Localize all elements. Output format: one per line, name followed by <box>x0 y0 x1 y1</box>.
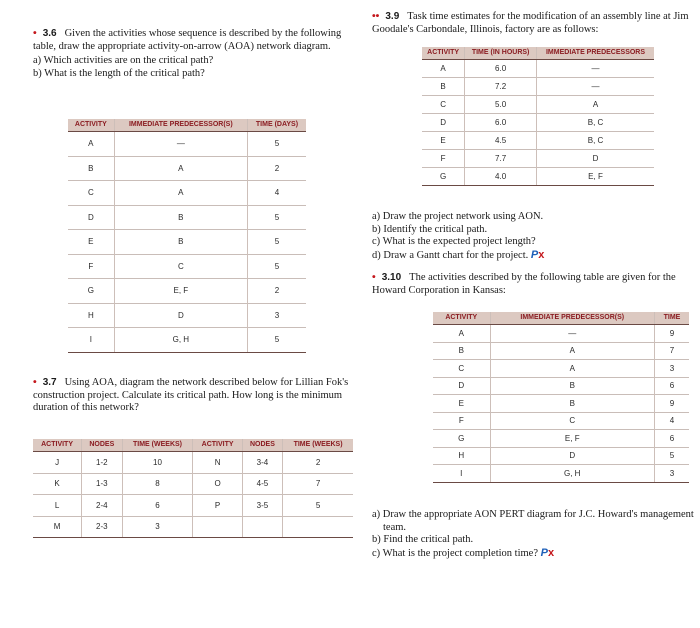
table-cell: 5 <box>247 254 306 279</box>
table-cell: 8 <box>122 473 193 495</box>
question-b: b) Find the critical path. <box>372 534 474 545</box>
column-header: TIME (IN HOURS) <box>465 47 537 60</box>
px-icon[interactable]: P x <box>531 249 544 261</box>
table-cell: E <box>433 395 490 413</box>
table-header-row <box>68 119 306 132</box>
question-list <box>372 211 694 262</box>
table-cell: A <box>422 60 465 78</box>
table-cell: E, F <box>114 279 247 304</box>
table-row <box>422 150 654 168</box>
table-row <box>33 473 353 495</box>
table-cell: C <box>114 254 247 279</box>
table-cell: — <box>114 132 247 157</box>
table-cell: G <box>68 279 114 304</box>
bullet-icon: • <box>33 376 37 388</box>
table-cell: 2-3 <box>82 516 122 538</box>
table-cell: 6 <box>654 430 689 448</box>
question-c <box>372 547 694 561</box>
table-row <box>433 395 689 413</box>
table-cell: A <box>114 156 247 181</box>
table-row <box>68 132 306 157</box>
table-row <box>68 181 306 206</box>
table-cell: D <box>537 150 654 168</box>
table-cell: B <box>490 395 654 413</box>
table-row <box>33 516 353 538</box>
table-cell: 6.0 <box>465 60 537 78</box>
table-cell: 7.7 <box>465 150 537 168</box>
table-row <box>68 303 306 328</box>
table-cell: E, F <box>537 168 654 186</box>
question-a: a) Draw the appropriate AON PERT diagram for J.C. Howard's management team. <box>372 509 694 533</box>
table-cell: D <box>433 377 490 395</box>
table-row <box>33 452 353 474</box>
table-cell: B <box>114 205 247 230</box>
table-cell: 5.0 <box>465 96 537 114</box>
table-cell: 6 <box>654 377 689 395</box>
table-cell: D <box>114 303 247 328</box>
table-cell: 3-5 <box>242 495 282 517</box>
table-cell: B <box>433 342 490 360</box>
table-cell: 4 <box>247 181 306 206</box>
table-row <box>433 377 689 395</box>
table-cell: 5 <box>654 447 689 465</box>
table-cell: H <box>433 447 490 465</box>
question-a: a) Which activities are on the critical path? <box>33 55 214 66</box>
table-cell: 1-3 <box>82 473 122 495</box>
table-row <box>68 205 306 230</box>
question-c-text: c) What is the project completion time? <box>372 547 539 559</box>
problem-3-10-questions <box>372 507 694 560</box>
table-row <box>422 96 654 114</box>
table-row <box>433 360 689 378</box>
table-row <box>433 430 689 448</box>
table-cell: 9 <box>654 395 689 413</box>
table-row <box>422 114 654 132</box>
table-cell: B <box>490 377 654 395</box>
problem-3-7-statement <box>33 376 353 415</box>
table-cell: 5 <box>247 205 306 230</box>
table-cell: H <box>68 303 114 328</box>
table-cell: F <box>433 412 490 430</box>
table-cell: 2 <box>247 279 306 304</box>
table-cell: N <box>193 452 242 474</box>
table-cell: 5 <box>247 328 306 353</box>
table-cell: I <box>68 328 114 353</box>
problem-3-6-statement <box>33 27 351 53</box>
bullet-icon: • <box>33 27 37 39</box>
column-header: TIME (WEEKS) <box>122 439 193 452</box>
problem-text: The activities described by the following table are given for the Howard Corporation in Kansas: <box>372 272 676 296</box>
problem-3-6 <box>33 27 351 80</box>
table-row <box>68 230 306 255</box>
table-cell: 3-4 <box>242 452 282 474</box>
problem-number: 3.10 <box>381 272 402 283</box>
table-cell: 2 <box>247 156 306 181</box>
table-cell: K <box>33 473 82 495</box>
table-cell: 5 <box>247 230 306 255</box>
table-cell: B <box>68 156 114 181</box>
table-cell: 4-5 <box>242 473 282 495</box>
table-cell: 2-4 <box>82 495 122 517</box>
table-cell: — <box>490 325 654 343</box>
question-d-text: d) Draw a Gantt chart for the project. <box>372 249 529 261</box>
table-header-row <box>422 47 654 60</box>
question-b: b) What is the length of the critical path? <box>33 67 205 79</box>
table-cell: G <box>422 168 465 186</box>
table-cell: 7 <box>283 473 353 495</box>
table-cell: C <box>422 96 465 114</box>
table-cell: E <box>422 132 465 150</box>
column-header: ACTIVITY <box>433 312 490 325</box>
table-cell: 10 <box>122 452 193 474</box>
table-cell: L <box>33 495 82 517</box>
table-cell: A <box>68 132 114 157</box>
column-header: IMMEDIATE PREDECESSORS <box>537 47 654 60</box>
table-3-10 <box>433 312 689 483</box>
problem-3-7 <box>33 376 353 415</box>
table-cell <box>193 516 242 538</box>
table-cell: P <box>193 495 242 517</box>
column-header: NODES <box>242 439 282 452</box>
problem-number: 3.9 <box>385 11 400 22</box>
table-cell: A <box>537 96 654 114</box>
column-header: IMMEDIATE PREDECESSOR(S) <box>490 312 654 325</box>
column-header: IMMEDIATE PREDECESSOR(S) <box>114 119 247 132</box>
table-cell: G, H <box>490 465 654 483</box>
table-cell: C <box>433 360 490 378</box>
table-cell: B <box>422 78 465 96</box>
table-cell: A <box>490 342 654 360</box>
table-row <box>433 342 689 360</box>
table-cell: A <box>114 181 247 206</box>
table-cell: A <box>490 360 654 378</box>
problem-3-10 <box>372 271 694 297</box>
question-c: c) What is the expected project length? <box>372 236 536 247</box>
table-row <box>68 279 306 304</box>
column-header: TIME (WEEKS) <box>283 439 353 452</box>
table-cell: B, C <box>537 132 654 150</box>
table-cell: 6 <box>122 495 193 517</box>
problem-3-9-questions <box>372 209 694 262</box>
table-cell: G <box>433 430 490 448</box>
table-row <box>433 465 689 483</box>
table-cell: — <box>537 78 654 96</box>
table-cell: I <box>433 465 490 483</box>
table-row <box>433 412 689 430</box>
column-header: TIME (DAYS) <box>247 119 306 132</box>
table-cell <box>283 516 353 538</box>
table-row <box>422 132 654 150</box>
table-cell: M <box>33 516 82 538</box>
bullet-icon: •• <box>372 10 380 22</box>
table-cell: O <box>193 473 242 495</box>
problem-text: Task time estimates for the modification of an assembly line at Jim Goodale's Carbondale, Illinois, factory are as follows: <box>372 11 689 35</box>
table-cell: A <box>433 325 490 343</box>
question-b: b) Identify the critical path. <box>372 223 488 235</box>
table-row <box>422 168 654 186</box>
column-header: ACTIVITY <box>33 439 82 452</box>
table-cell: D <box>490 447 654 465</box>
problem-3-9 <box>372 10 694 36</box>
table-cell: C <box>490 412 654 430</box>
table-cell: G, H <box>114 328 247 353</box>
table-row <box>68 328 306 353</box>
table-cell: 5 <box>283 495 353 517</box>
column-header: TIME <box>654 312 689 325</box>
problem-number: 3.6 <box>42 28 57 39</box>
table-3-9 <box>422 47 654 186</box>
bullet-icon: • <box>372 271 376 283</box>
table-cell: — <box>537 60 654 78</box>
column-header: ACTIVITY <box>193 439 242 452</box>
table-row <box>422 78 654 96</box>
table-cell: 3 <box>654 360 689 378</box>
table-cell: 4.5 <box>465 132 537 150</box>
table-cell: 9 <box>654 325 689 343</box>
table-3-6 <box>68 119 306 353</box>
problem-3-10-statement <box>372 271 694 297</box>
table-row <box>33 495 353 517</box>
question-list <box>372 509 694 560</box>
problem-3-9-statement <box>372 10 694 36</box>
question-a: a) Draw the project network using AON. <box>372 211 544 222</box>
table-cell: 3 <box>122 516 193 538</box>
problem-number: 3.7 <box>42 377 57 388</box>
table-header-row <box>433 312 689 325</box>
problem-text: Using AOA, diagram the network described below for Lillian Fok's construction project. Calculate its critical path. How long is the minimum duration of this network? <box>33 377 349 413</box>
table-cell: 2 <box>283 452 353 474</box>
column-header: ACTIVITY <box>68 119 114 132</box>
table-cell: 1-2 <box>82 452 122 474</box>
table-cell: F <box>422 150 465 168</box>
table-row <box>433 325 689 343</box>
table-cell: D <box>68 205 114 230</box>
table-row <box>68 254 306 279</box>
table-cell: D <box>422 114 465 132</box>
question-d <box>372 249 694 263</box>
table-row <box>433 447 689 465</box>
table-cell: 6.0 <box>465 114 537 132</box>
table-cell: B <box>114 230 247 255</box>
table-cell: 7.2 <box>465 78 537 96</box>
table-cell: 7 <box>654 342 689 360</box>
table-cell: E, F <box>490 430 654 448</box>
table-row <box>422 60 654 78</box>
column-header: NODES <box>82 439 122 452</box>
column-header: ACTIVITY <box>422 47 465 60</box>
table-cell: C <box>68 181 114 206</box>
table-cell: 4 <box>654 412 689 430</box>
table-cell: 4.0 <box>465 168 537 186</box>
table-cell: 3 <box>654 465 689 483</box>
table-cell: B, C <box>537 114 654 132</box>
problem-text: Given the activities whose sequence is described by the following table, draw the appropriate activity-on-arrow (AOA) network diagram. <box>33 28 342 52</box>
question-list <box>33 55 351 80</box>
table-cell: E <box>68 230 114 255</box>
table-3-7 <box>33 439 353 538</box>
table-header-row <box>33 439 353 452</box>
table-cell: 5 <box>247 132 306 157</box>
table-cell: F <box>68 254 114 279</box>
table-cell: 3 <box>247 303 306 328</box>
table-cell <box>242 516 282 538</box>
px-icon[interactable]: P x <box>541 547 554 559</box>
table-cell: J <box>33 452 82 474</box>
table-row <box>68 156 306 181</box>
